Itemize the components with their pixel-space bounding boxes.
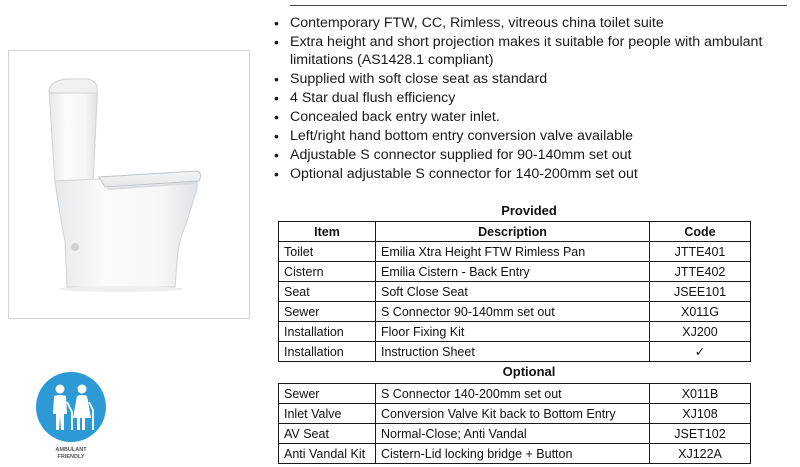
product-photo <box>8 50 250 319</box>
description-cell: Emilia Xtra Height FTW Rimless Pan <box>376 242 650 262</box>
item-cell: Anti Vandal Kit <box>279 444 376 464</box>
badge-label-line: FRIENDLY <box>57 454 85 460</box>
checkmark-cell: ✓ <box>650 342 751 362</box>
code-cell: XJ122A <box>650 444 751 464</box>
optional-title: Optional <box>502 364 556 379</box>
table-row <box>279 342 751 362</box>
code-cell: XJ200 <box>650 322 751 342</box>
table-row <box>279 424 751 444</box>
table-row <box>279 282 751 302</box>
description-cell: S Connector 90-140mm set out <box>376 302 650 322</box>
item-cell: Cistern <box>279 262 376 282</box>
item-cell: Inlet Valve <box>279 404 376 424</box>
ambulant-figures-icon <box>36 372 106 442</box>
badge-label-line: AMBULANT <box>55 447 87 453</box>
table-header-row <box>279 222 751 242</box>
provided-title: Provided <box>501 203 557 218</box>
top-divider <box>290 5 787 6</box>
column-header-code: Code <box>650 222 751 242</box>
table-row <box>279 444 751 464</box>
column-header-description: Description <box>376 222 650 242</box>
toilet-illustration <box>9 51 249 318</box>
feature-list <box>270 14 790 184</box>
feature-item: • Left/right hand bottom entry conversion valve available <box>270 127 790 145</box>
column-header-item: Item <box>279 222 376 242</box>
ambulant-badge-label <box>30 447 112 461</box>
description-cell: Conversion Valve Kit back to Bottom Entry <box>376 404 650 424</box>
feature-item: • 4 Star dual flush efficiency <box>270 89 790 107</box>
item-cell: Sewer <box>279 302 376 322</box>
optional-table <box>278 383 751 464</box>
code-cell: JSEE101 <box>650 282 751 302</box>
ambulant-badge-icon <box>36 372 106 442</box>
description-cell: Emilia Cistern - Back Entry <box>376 262 650 282</box>
table-row <box>279 322 751 342</box>
description-cell: S Connector 140-200mm set out <box>376 384 650 404</box>
table-row <box>279 302 751 322</box>
description-cell: Floor Fixing Kit <box>376 322 650 342</box>
code-cell: JTTE401 <box>650 242 751 262</box>
code-cell: JTTE402 <box>650 262 751 282</box>
description-cell: Normal-Close; Anti Vandal <box>376 424 650 444</box>
feature-item: • Extra height and short projection makes it suitable for people with ambulant limitations (AS1428.1 compliant) <box>270 33 790 69</box>
description-cell: Cistern-Lid locking bridge + Button <box>376 444 650 464</box>
item-cell: Sewer <box>279 384 376 404</box>
table-row <box>279 404 751 424</box>
feature-item: • Adjustable S connector supplied for 90-140mm set out <box>270 146 790 164</box>
item-cell: Seat <box>279 282 376 302</box>
code-cell: XJ108 <box>650 404 751 424</box>
item-cell: Installation <box>279 322 376 342</box>
feature-item: • Supplied with soft close seat as standard <box>270 70 790 88</box>
code-cell: JSET102 <box>650 424 751 444</box>
item-cell: Installation <box>279 342 376 362</box>
feature-item: • Concealed back entry water inlet. <box>270 108 790 126</box>
table-row <box>279 262 751 282</box>
provided-table <box>278 221 751 362</box>
code-cell: X011B <box>650 384 751 404</box>
description-cell: Instruction Sheet <box>376 342 650 362</box>
description-cell: Soft Close Seat <box>376 282 650 302</box>
code-cell: X011G <box>650 302 751 322</box>
item-cell: Toilet <box>279 242 376 262</box>
table-row <box>279 384 751 404</box>
table-row <box>279 242 751 262</box>
item-cell: AV Seat <box>279 424 376 444</box>
feature-item: • Optional adjustable S connector for 140-200mm set out <box>270 165 790 183</box>
feature-item: • Contemporary FTW, CC, Rimless, vitreous china toilet suite <box>270 14 790 32</box>
